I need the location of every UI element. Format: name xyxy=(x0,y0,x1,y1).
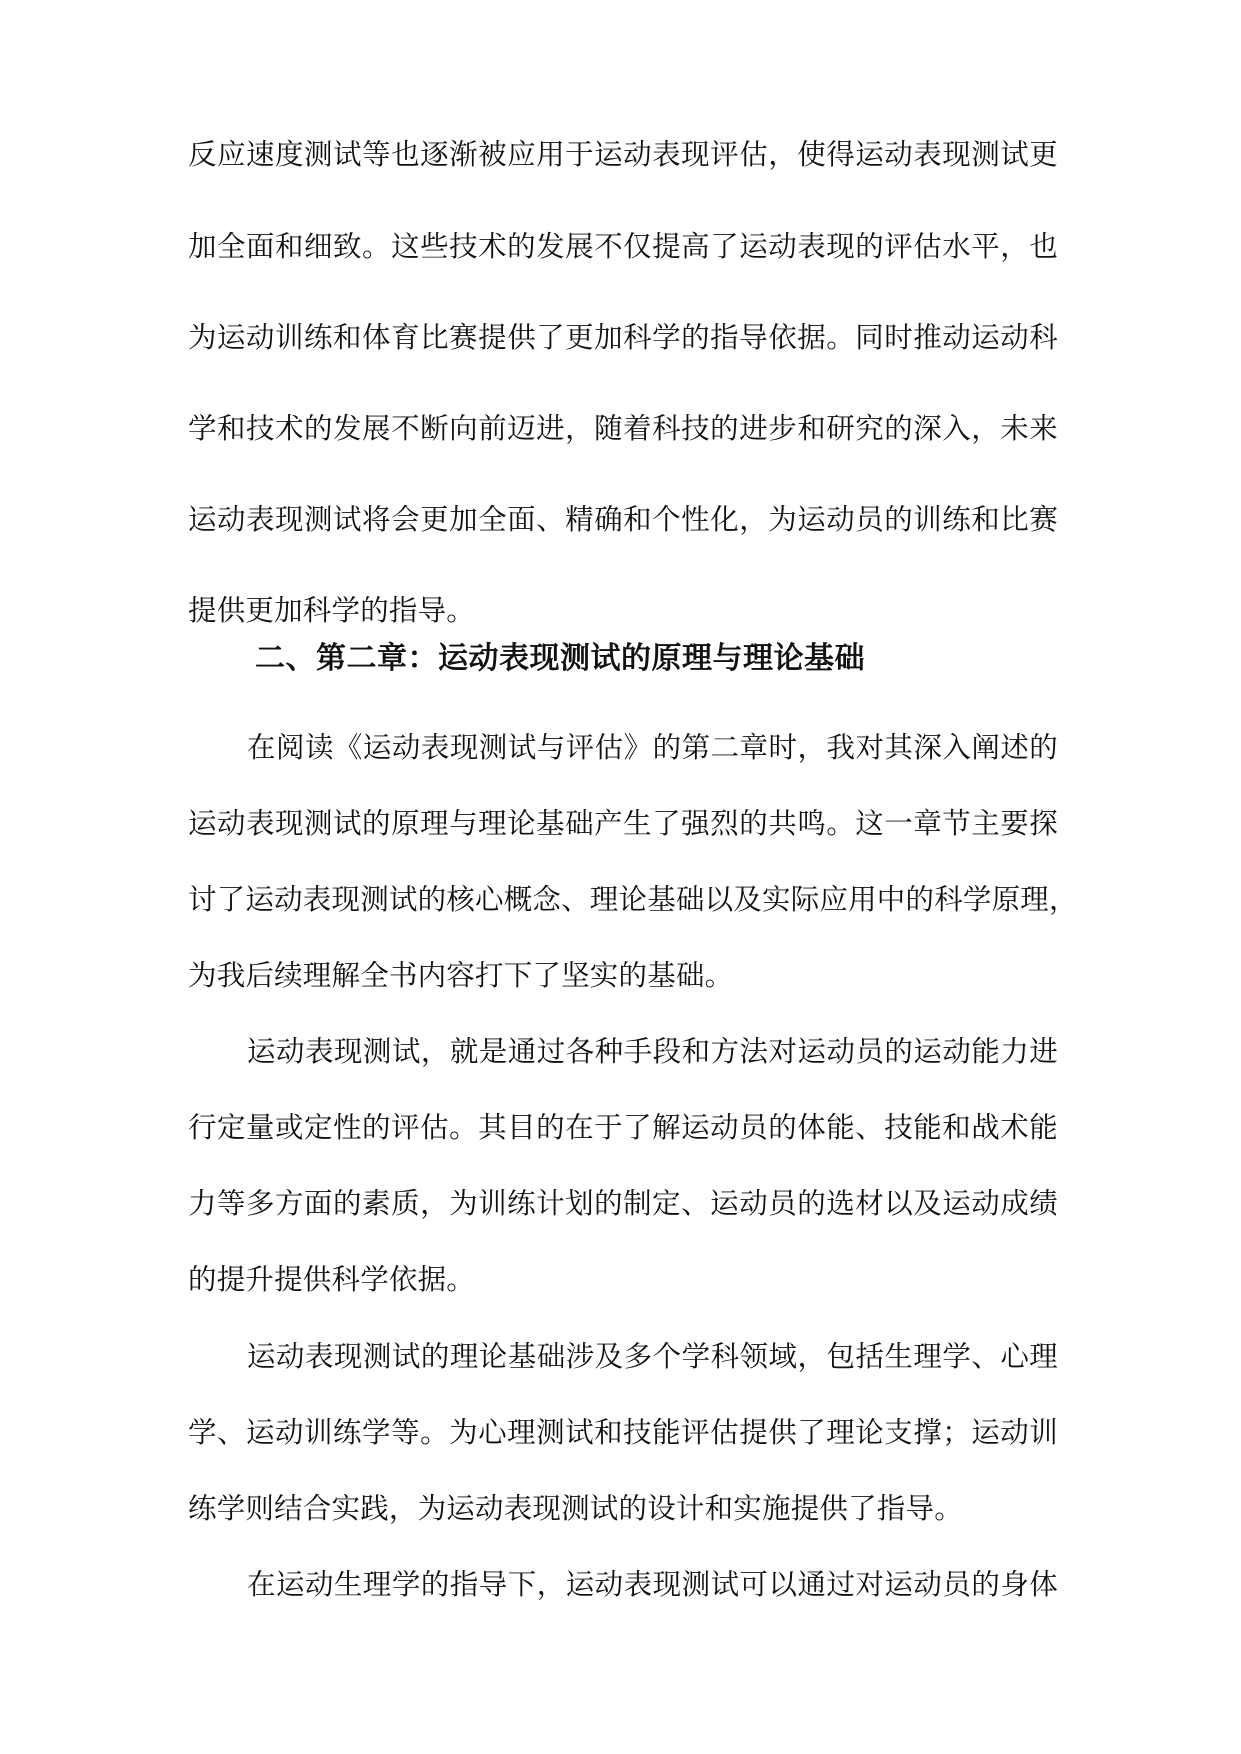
text-line: 为我后续理解全书内容打下了坚实的基础。 xyxy=(188,959,734,992)
text-line: 反应速度测试等也逐渐被应用于运动表现评估，使得运动表现测试更 xyxy=(188,138,1058,171)
text-line: 运动表现测试，就是通过各种手段和方法对运动员的运动能力进 xyxy=(247,1035,1058,1068)
text-line: 运动表现测试的理论基础涉及多个学科领域，包括生理学、心理 xyxy=(247,1340,1058,1373)
text-line: 在运动生理学的指导下，运动表现测试可以通过对运动员的身体 xyxy=(247,1568,1058,1601)
text-line: 提供更加科学的指导。 xyxy=(188,594,476,627)
text-line: 为运动训练和体育比赛提供了更加科学的指导依据。同时推动运动科 xyxy=(188,321,1058,354)
text-line: 力等多方面的素质，为训练计划的制定、运动员的选材以及运动成绩 xyxy=(188,1187,1058,1220)
section-heading: 二、第二章：运动表现测试的原理与理论基础 xyxy=(255,641,865,676)
text-line: 加全面和细致。这些技术的发展不仅提高了运动表现的评估水平，也 xyxy=(188,230,1058,263)
text-line: 运动表现测试将会更加全面、精确和个性化，为运动员的训练和比赛 xyxy=(188,503,1058,536)
text-line: 运动表现测试的原理与理论基础产生了强烈的共鸣。这一章节主要探 xyxy=(188,807,1058,840)
text-line: 练学则结合实践，为运动表现测试的设计和实施提供了指导。 xyxy=(188,1492,963,1525)
text-line: 在阅读《运动表现测试与评估》的第二章时，我对其深入阐述的 xyxy=(247,731,1058,764)
text-line: 的提升提供科学依据。 xyxy=(188,1263,476,1296)
text-line: 学和技术的发展不断向前迈进，随着科技的进步和研究的深入，未来 xyxy=(188,412,1058,445)
text-line: 讨了运动表现测试的核心概念、理论基础以及实际应用中的科学原理， xyxy=(188,883,1078,916)
text-line: 学、运动训练学等。为心理测试和技能评估提供了理论支撑；运动训 xyxy=(188,1416,1058,1449)
text-line: 行定量或定性的评估。其目的在于了解运动员的体能、技能和战术能 xyxy=(188,1111,1058,1144)
